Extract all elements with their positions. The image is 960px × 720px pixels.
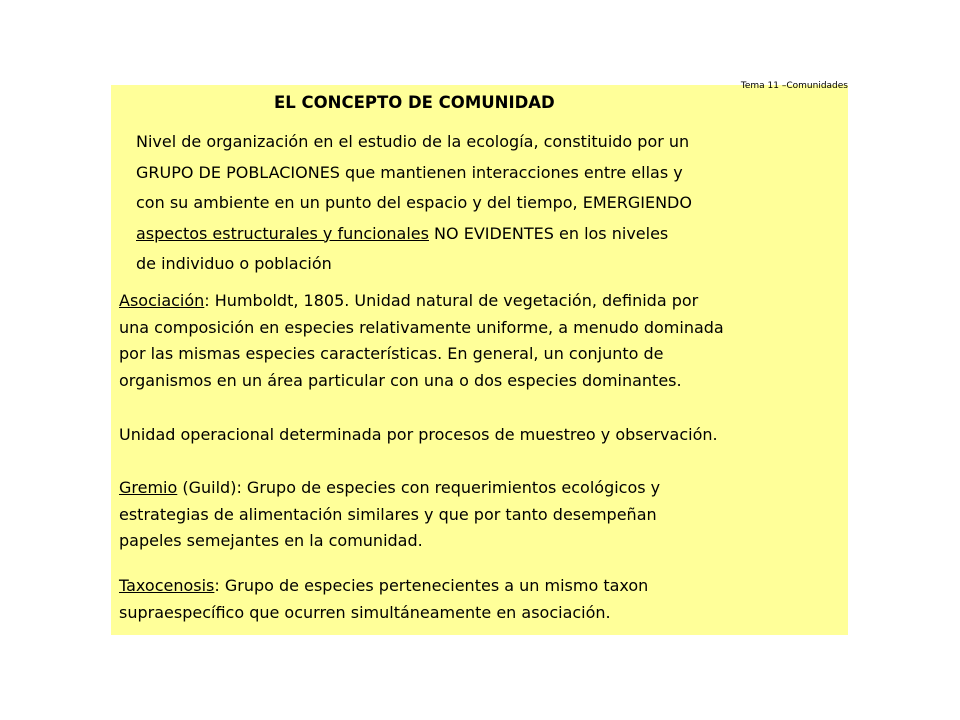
asociacion-paragraph: [119, 288, 847, 394]
corner-tag: Tema 11 –Comunidades: [740, 81, 848, 91]
asociacion-line-rest: : Humboldt, 1805. Unidad natural de vegetación, definida por: [204, 291, 699, 310]
definition-line-rest: NO EVIDENTES en los niveles: [428, 223, 669, 243]
underlined-phrase: aspectos estructurales y funcionales: [136, 223, 429, 243]
asociacion-line: [119, 288, 847, 315]
taxocenosis-line: supraespecífico que ocurren simultáneamente en asociación.: [119, 602, 611, 622]
unidad-operacional-line: Unidad operacional determinada por procesos de muestreo y observación.: [119, 425, 718, 444]
definition-line: con su ambiente en un punto del espacio y del tiempo, EMERGIENDO: [136, 193, 692, 212]
definition-line: Nivel de organización en el estudio de la ecología, constituido por un: [136, 132, 690, 151]
asociacion-term: Asociación: [119, 291, 205, 310]
unidad-operacional-paragraph: [119, 422, 847, 449]
taxocenosis-paragraph: [119, 573, 847, 626]
gremio-paragraph: [119, 475, 847, 555]
asociacion-line: por las mismas especies características. En general, un conjunto de: [119, 344, 664, 363]
gremio-line: [119, 475, 847, 502]
definition-line: de individuo o población: [136, 254, 332, 273]
definition-line: [136, 219, 831, 250]
definition-paragraph: [136, 127, 831, 280]
gremio-line: estrategias de alimentación similares y que por tanto desempeñan: [119, 504, 657, 524]
gremio-line-rest: (Guild): Grupo de especies con requerimientos ecológicos y: [177, 478, 661, 497]
slide-panel: [111, 81, 848, 635]
definition-line: GRUPO DE POBLACIONES que mantienen interacciones entre ellas y: [136, 162, 683, 182]
taxocenosis-term: Taxocenosis: [119, 576, 215, 595]
taxocenosis-line-rest: : Grupo de especies pertenecientes a un mismo taxon: [214, 576, 649, 595]
taxocenosis-line: [119, 573, 847, 600]
gremio-term: Gremio: [119, 478, 178, 497]
asociacion-line: una composición en especies relativamente uniforme, a menudo dominada: [119, 317, 724, 337]
asociacion-line: organismos en un área particular con una o dos especies dominantes.: [119, 370, 682, 390]
slide-title: EL CONCEPTO DE COMUNIDAD: [274, 93, 555, 112]
gremio-line: papeles semejantes en la comunidad.: [119, 531, 423, 550]
